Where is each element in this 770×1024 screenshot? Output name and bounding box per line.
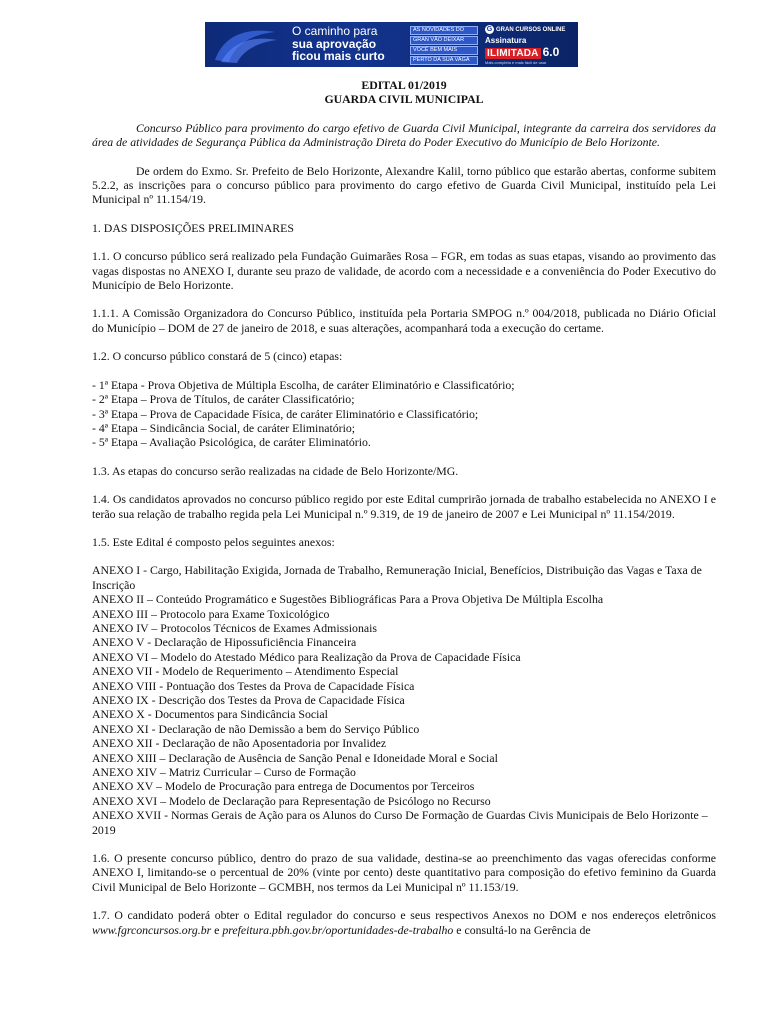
paragraph-1-3: 1.3. As etapas do concurso serão realizadas na cidade de Belo Horizonte/MG. [92, 463, 459, 478]
list-item: ANEXO II – Conteúdo Programático e Sugestões Bibliográficas Para a Prova Objetiva De Múltipla Escolha [92, 592, 604, 607]
brand-g-icon: G [486, 26, 493, 33]
paragraph-1-4: 1.4. Os candidatos aprovados no concurso público regido por este Edital cumprirão jornada de trabalho estabelecida no ANEXO I e terão sua relação de trabalho regida pela Lei Municipal n.º 9.319, de 19 de janeiro de 2007 e Lei Municipal nº 11.154/2019. [92, 492, 716, 521]
paragraph-1-1-1: 1.1.1. A Comissão Organizadora do Concurso Público, instituída pela Portaria SMPOG n.º 004/2018, publicada no Diário Oficial do Município – DOM de 27 de janeiro de 2018, e suas alterações, acompanhará toda a execução do certame. [92, 306, 716, 335]
list-item: ANEXO IV – Protocolos Técnicos de Exames Admissionais [92, 620, 377, 635]
list-item: ANEXO VII - Modelo de Requerimento – Atendimento Especial [92, 664, 399, 679]
paragraph-1-1: 1.1. O concurso público será realizado pela Fundação Guimarães Rosa – FGR, em todas as suas etapas, visando ao provimento das vagas dispostas no ANEXO I, durante seu prazo de validade, de acordo com a necessidade e a conveniência do Poder Executivo do Município de Belo Horizonte. [92, 249, 716, 293]
etapas-list [92, 378, 716, 450]
banner-promo [485, 25, 575, 65]
slogan-line-3: ficou mais curto [292, 49, 385, 63]
document-title-line-1: EDITAL 01/2019 [361, 78, 447, 92]
document-body [92, 78, 716, 937]
list-item: ANEXO IX - Descrição dos Testes da Prova de Capacidade Física [92, 693, 405, 707]
pbh-link[interactable]: prefeitura.pbh.gov.br/oportunidades-de-trabalho [222, 922, 454, 937]
list-item: - 3ª Etapa – Prova de Capacidade Física, de caráter Eliminatório e Classificatório; [92, 406, 479, 421]
brand-name: GRAN CURSOS ONLINE [496, 26, 566, 33]
feature-box: AS NOVIDADES DO [410, 26, 478, 35]
list-item: ANEXO VI – Modelo do Atestado Médico para Realização da Prova de Capacidade Física [92, 649, 521, 664]
paragraph-1-7-mid: e [211, 922, 223, 937]
version-label: 6.0 [542, 45, 560, 59]
feature-box: GRAN VÃO DEIXAR [410, 36, 478, 45]
document-title-line-2: GUARDA CIVIL MUNICIPAL [324, 92, 484, 107]
list-item: ANEXO XIV – Matriz Curricular – Curso de Formação [92, 765, 356, 780]
list-item: ANEXO XV – Modelo de Procuração para entrega de Documentos por Terceiros [92, 779, 475, 794]
slogan-line-1: O caminho para [292, 24, 378, 38]
paragraph-1-2: 1.2. O concurso público constará de 5 (cinco) etapas: [92, 349, 343, 364]
feature-box: VOCÊ BEM MAIS [410, 46, 478, 55]
list-item: ANEXO XIII – Declaração de Ausência de Sanção Penal e Idoneidade Moral e Social [92, 750, 498, 765]
section-heading: 1. DAS DISPOSIÇÕES PRELIMINARES [92, 220, 294, 235]
ilimitada-row [485, 45, 575, 59]
anexos-list [92, 563, 716, 837]
ad-banner[interactable] [205, 22, 578, 67]
paragraph-1-7-end: e consultá-lo na Gerência de [453, 922, 591, 937]
list-item: - 4ª Etapa – Sindicância Social, de caráter Eliminatório; [92, 420, 356, 435]
slogan-line-2: sua aprovação [292, 36, 377, 51]
feature-box: PERTO DA SUA VAGA [410, 56, 478, 65]
list-item: ANEXO VIII - Pontuação dos Testes da Prova de Capacidade Física [92, 678, 415, 693]
banner-feature-boxes [410, 26, 478, 65]
list-item: - 1ª Etapa - Prova Objetiva de Múltipla Escolha, de caráter Eliminatório e Classificatório; [92, 377, 515, 392]
brand-logo [485, 25, 575, 34]
opening-paragraph: De ordem do Exmo. Sr. Prefeito de Belo Horizonte, Alexandre Kalil, torno público que estarão abertas, conforme subitem 5.2.2, as inscrições para o concurso público para provimento do cargo efetivo de Guarda Civil Municipal, instituído pela Lei Municipal nº 11.154/19. [92, 163, 716, 207]
list-item: - 5ª Etapa – Avaliação Psicológica, de caráter Eliminatório. [92, 435, 371, 450]
list-item: ANEXO XVII - Normas Gerais de Ação para os Alunos do Curso De Formação de Guardas Civis Municipais de Belo Horizonte – 2019 [92, 808, 708, 837]
list-item: ANEXO XVI – Modelo de Declaração para Representação de Psicólogo no Recurso [92, 793, 491, 808]
ilimitada-label: ILIMITADA [487, 48, 539, 59]
list-item: - 2ª Etapa – Prova de Títulos, de caráter Classificatório; [92, 392, 355, 407]
banner-tagline: Mais completa e mais fácil de usar [485, 60, 547, 65]
list-item: ANEXO XII - Declaração de não Aposentadoria por Invalidez [92, 736, 387, 751]
list-item: ANEXO XI - Declaração de não Demissão a bem do Serviço Público [92, 721, 420, 736]
paragraph-1-6: 1.6. O presente concurso público, dentro do prazo de sua validade, destina-se ao preenchimento das vagas oferecidas conforme ANEXO I, limitando-se o percentual de 20% (vinte por cento) deste quantitativo para composição do efetivo feminino da Guarda Civil Municipal de Belo Horizonte – GCMBH, nos termos da Lei Municipal nº 11.153/19. [92, 851, 716, 894]
assinatura-label: Assinatura [485, 36, 527, 45]
list-item: ANEXO X - Documentos para Sindicância Social [92, 707, 328, 722]
banner-slogan [292, 25, 407, 63]
list-item: ANEXO III – Protocolo para Exame Toxicológico [92, 606, 330, 621]
list-item: ANEXO I - Cargo, Habilitação Exigida, Jornada de Trabalho, Remuneração Inicial, Benefícios, Distribuição das Vagas e Taxa de Inscrição [92, 563, 702, 592]
paragraph-1-5: 1.5. Este Edital é composto pelos seguintes anexos: [92, 534, 335, 549]
paragraph-1-7-text: 1.7. O candidato poderá obter o Edital regulador do concurso e seus respectivos Anexos no DOM e nos endereços eletrônicos [92, 908, 716, 923]
paragraph-1-7 [92, 908, 716, 937]
list-item: ANEXO V - Declaração de Hipossuficiência Financeira [92, 635, 357, 650]
intro-paragraph: Concurso Público para provimento do cargo efetivo de Guarda Civil Municipal, integrante da carreira dos servidores da área de atividades de Segurança Pública da Administração Direta do Poder Executivo do Município de Belo Horizonte. [92, 120, 716, 150]
fgr-link[interactable]: www.fgrconcursos.org.br [92, 922, 212, 937]
swoosh-logo-icon [211, 26, 281, 64]
